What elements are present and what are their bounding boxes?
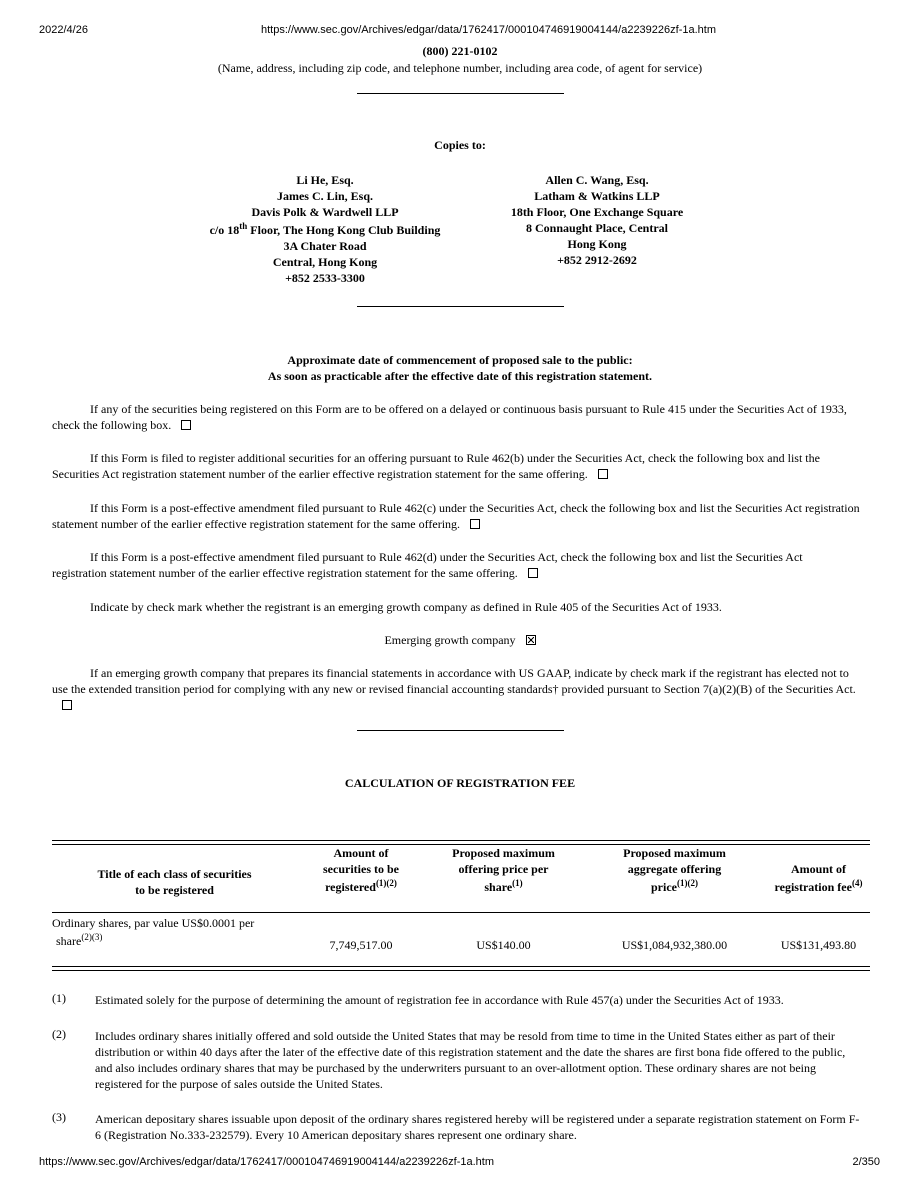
print-url: https://www.sec.gov/Archives/edgar/data/1762417/000104746919004144/a2239226zf-1a.htm [261,24,716,36]
rule-462c-checkbox[interactable] [470,519,480,529]
rule-462d-paragraph: If this Form is a post-effective amendment filed pursuant to Rule 462(d) under the Securities Act, check the following box and list the Securities Act registration statement number of the earlier effective registration statement for the same offering. [52,550,803,580]
divider [357,306,564,307]
footnote-3-text: American depositary shares issuable upon deposit of the ordinary shares registered hereby will be registered under a separate registration statement on Form F-6 (Registration No.333-232579). Every 10 American depositary shares represent one ordinary share. [95,1112,860,1142]
row-amount: 7,749,517.00 [329,938,393,952]
rule-462c-paragraph: If this Form is a post-effective amendment filed pursuant to Rule 462(c) under the Securities Act, check the following box and list the Securities Act registration statement number of the earlier effective registration statement for the same offering. [52,501,860,531]
contact-left-address-2: 3A Chater Road [283,239,367,253]
divider [357,730,564,731]
table-bottom-border [52,966,870,971]
footnote-3-number: (3) [52,1110,66,1124]
approx-date-line-1: Approximate date of commencement of proposed sale to the public: [287,353,633,367]
rule-415-paragraph: If any of the securities being registered on this Form are to be offered on a delayed or continuous basis pursuant to Rule 415 under the Securities Act of 1933, check the following box. [52,402,847,432]
agent-caption: (Name, address, including zip code, and telephone number, including area code, of agent for service) [217,61,703,75]
contact-left [190,172,460,286]
contact-right-phone: +852 2912-2692 [557,253,637,267]
egc-label: Emerging growth company [384,633,516,647]
header-aggregate-offering-price: Proposed maximum aggregate offering price$^{(1)(2)}$ [623,846,726,894]
copies-to-heading: Copies to: [434,138,486,152]
header-amount-of-securities: Amount of securities to be registered$^{(1)(2)}$ [323,846,399,894]
footnote-2-number: (2) [52,1027,66,1041]
contact-right-address-2: 8 Connaught Place, Central [526,221,668,235]
footer-url: https://www.sec.gov/Archives/edgar/data/1762417/000104746919004144/a2239226zf-1a.htm [39,1156,494,1168]
header-registration-fee: Amount of registration fee$^{(4)}$ [774,862,863,894]
contact-left-address-3: Central, Hong Kong [272,255,378,269]
egc-indicate-paragraph: Indicate by check mark whether the registrant is an emerging growth company as defined in Rule 405 of the Securities Act of 1933. [90,600,722,614]
egc-checkbox[interactable] [526,635,536,645]
contact-left-name-1: Li He, Esq. [296,173,354,187]
contact-right-address-1: 18th Floor, One Exchange Square [510,205,684,219]
rule-462b-paragraph: If this Form is filed to register additional securities for an offering pursuant to Rule 462(b) under the Securities Act, check the following box and list the Securities Act registration statement number of the earlier effective registration statement for the same offering. [52,451,820,481]
contact-right-address-3: Hong Kong [567,237,627,251]
agent-phone: (800) 221-0102 [422,44,498,58]
contact-left-phone: +852 2533-3300 [285,271,365,285]
contact-right [480,172,714,268]
row-price-per-share: US$140.00 [476,938,531,952]
egc-line [0,632,920,648]
contact-right-name: Allen C. Wang, Esq. [545,173,649,187]
contact-left-name-2: James C. Lin, Esq. [276,189,374,203]
contact-left-address-1: c/o 18th Floor, The Hong Kong Club Building [209,221,441,237]
gaap-checkbox[interactable] [62,700,72,710]
contact-right-firm: Latham & Watkins LLP [534,189,660,203]
divider [357,93,564,94]
row-title-of-class: Ordinary shares, par value US$0.0001 per share$^{(2)(3)}$ [52,916,255,948]
header-offering-price-per-share: Proposed maximum offering price per share$^{(1)}$ [452,846,555,894]
table-header-border [52,912,870,913]
header-title-of-class: Title of each class of securities to be registered [97,867,252,897]
rule-462b-checkbox[interactable] [598,469,608,479]
fee-table-title: CALCULATION OF REGISTRATION FEE [344,776,576,790]
page-counter: 2/350 [852,1156,880,1168]
footnote-1-text: Estimated solely for the purpose of determining the amount of registration fee in accordance with Rule 457(a) under the Securities Act of 1933. [95,993,784,1007]
rule-415-checkbox[interactable] [181,420,191,430]
contact-left-firm: Davis Polk & Wardwell LLP [251,205,399,219]
row-aggregate-price: US$1,084,932,380.00 [621,938,728,952]
footnote-1-number: (1) [52,991,66,1005]
print-date: 2022/4/26 [39,24,88,36]
approx-date-line-2: As soon as practicable after the effective date of this registration statement. [267,369,653,383]
footnote-2-text: Includes ordinary shares initially offered and sold outside the United States that may be resold from time to time in the United States either as part of their distribution or within 40 days after the later of the effective date of this registration statement and the date the shares are first bona fide offered to the public, and also includes ordinary shares that may be purchased by the underwriters pursuant to an over-allotment option. These ordinary shares are not being registered for the purpose of sales outside the United States. [95,1029,846,1091]
row-registration-fee: US$131,493.80 [780,938,857,952]
rule-462d-checkbox[interactable] [528,568,538,578]
gaap-paragraph: If an emerging growth company that prepares its financial statements in accordance with US GAAP, indicate by check mark if the registrant has elected not to use the extended transition period for complying with any new or revised financial accounting standards† provided pursuant to Section 7(a)(2)(B) of the Securities Act. [52,665,860,713]
